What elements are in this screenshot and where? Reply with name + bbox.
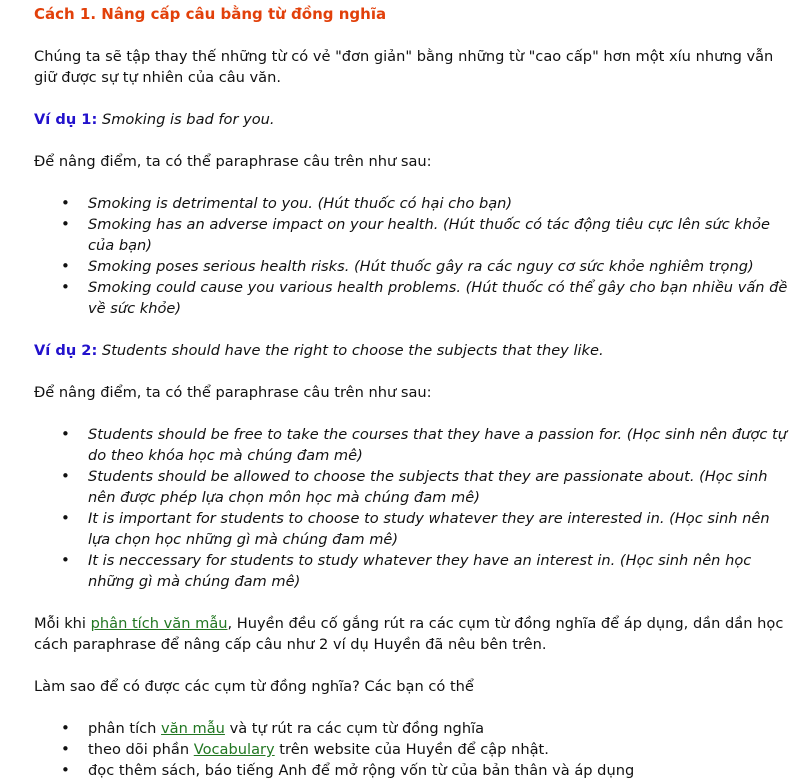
vocabulary-link[interactable]: Vocabulary bbox=[193, 741, 275, 758]
section-title: Cách 1. Nâng cấp câu bằng từ đồng nghĩa bbox=[34, 5, 387, 23]
list-item: • Students should be allowed to choose the subjects that they are passionate about. (Học sinh nên được phép lựa chọn môn học mà chúng đam mê) bbox=[88, 466, 794, 508]
summary-paragraph bbox=[34, 613, 794, 655]
list-item bbox=[88, 739, 794, 760]
list-item: • Smoking could cause you various health problems. (Hút thuốc có thể gây cho bạn nhiều vấn đề về sức khỏe) bbox=[88, 277, 794, 319]
sample-essay-analysis-link[interactable]: phân tích văn mẫu bbox=[90, 615, 228, 632]
tip-1-after: và tự rút ra các cụm từ đồng nghĩa bbox=[224, 720, 485, 737]
question-paragraph: Làm sao để có được các cụm từ đồng nghĩa? Các bạn có thể bbox=[34, 678, 474, 695]
summary-text-before: Mỗi khi bbox=[34, 615, 91, 632]
summary-text-after: , Huyền đều cố gắng rút ra các cụm từ đồng nghĩa để áp dụng, dần dần học cách paraphrase để nâng cấp câu như 2 ví dụ Huyền đã nêu bên trên. bbox=[34, 615, 784, 653]
tip-1-before: phân tích bbox=[88, 720, 162, 737]
list-item: • Smoking is detrimental to you. (Hút thuốc có hại cho bạn) bbox=[88, 193, 794, 214]
example-2-label: Ví dụ 2: bbox=[34, 342, 98, 359]
sample-essay-link[interactable]: văn mẫu bbox=[161, 720, 225, 737]
tip-2-before: theo dõi phần bbox=[88, 741, 194, 758]
example-1-list bbox=[34, 193, 794, 319]
list-item: • Smoking has an adverse impact on your health. (Hút thuốc có tác động tiêu cực lên sức khỏe của bạn) bbox=[88, 214, 794, 256]
list-item-partial: • đọc thêm sách, báo tiếng Anh để mở rộng vốn từ của bản thân và áp dụng bbox=[88, 760, 794, 770]
list-item: • Smoking poses serious health risks. (Hút thuốc gây ra các nguy cơ sức khỏe nghiêm trọng) bbox=[88, 256, 794, 277]
example-1-sentence: Smoking is bad for you. bbox=[101, 111, 275, 128]
example-1-lead: Để nâng điểm, ta có thể paraphrase câu trên như sau: bbox=[34, 153, 432, 170]
example-2-sentence: Students should have the right to choose the subjects that they like. bbox=[101, 342, 604, 359]
example-1-heading bbox=[34, 109, 794, 130]
example-1-label: Ví dụ 1: bbox=[34, 111, 98, 128]
list-item: • It is important for students to choose to study whatever they are interested in. (Học sinh nên lựa chọn học những gì mà chúng đam mê) bbox=[88, 508, 794, 550]
list-item: • It is neccessary for students to study whatever they have an interest in. (Học sinh nên học những gì mà chúng đam mê) bbox=[88, 550, 794, 592]
tips-list bbox=[34, 718, 794, 779]
tip-2-after: trên website của Huyền để cập nhật. bbox=[274, 741, 549, 758]
example-2-list bbox=[34, 424, 794, 592]
intro-paragraph: Chúng ta sẽ tập thay thế những từ có vẻ "đơn giản" bằng những từ "cao cấp" hơn một xíu nhưng vẫn giữ được sự tự nhiên của câu văn. bbox=[34, 48, 774, 86]
example-2-heading bbox=[34, 340, 794, 361]
article-content bbox=[34, 4, 794, 779]
example-2-lead: Để nâng điểm, ta có thể paraphrase câu trên như sau: bbox=[34, 384, 432, 401]
list-item: • Students should be free to take the courses that they have a passion for. (Học sinh nên được tự do theo khóa học mà chúng đam mê) bbox=[88, 424, 794, 466]
list-item bbox=[88, 718, 794, 739]
